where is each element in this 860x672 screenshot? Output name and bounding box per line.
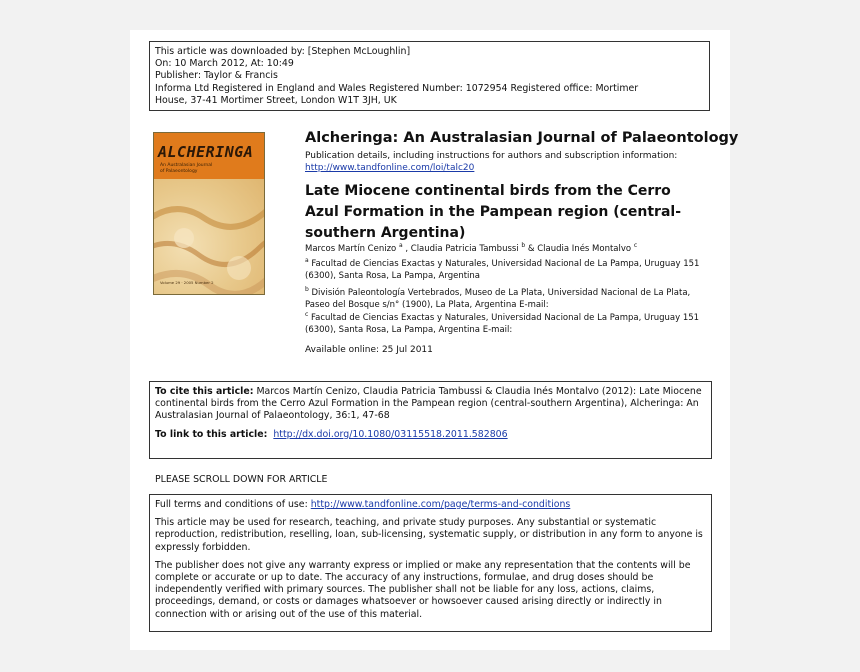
cover-subtitle-line: An Australasian Journal <box>160 163 213 168</box>
download-line: House, 37-41 Mortimer Street, London W1T 3JH, UK <box>155 94 397 106</box>
download-line: Publisher: Taylor & Francis <box>155 70 278 82</box>
terms-link[interactable]: http://www.tandfonline.com/page/terms-and-conditions <box>310 499 571 510</box>
available-online-date: Available online: 25 Jul 2011 <box>305 345 433 355</box>
terms-box <box>149 494 712 632</box>
link-label: To link to this article: <box>155 428 268 440</box>
publication-details <box>305 151 677 174</box>
cite-text: Marcos Martín Cenizo, Claudia Patricia Tambussi & Claudia Inés Montalvo (2012): Late Miocene continental birds from the Cerro Azul Formation in the Pampean region (central-southern Argentina), Alcheringa: An Australasian Journal of Palaeontology, 36:1, 47-68 <box>155 386 702 422</box>
publication-details-text: Publication details, including instructions for authors and subscription information: <box>305 151 678 161</box>
affiliation-mark: c <box>305 311 309 318</box>
article-link-row <box>155 429 706 441</box>
terms-paragraph: The publisher does not give any warranty express or implied or make any representation that the contents will be complete or accurate or up to date. The accuracy of any instructions, formulae, and drug doses should be independently verified with primary sources. The publisher shall not be liable for any loss, actions, claims, proceedings, demand, or costs or damages whatsoever or howsoever caused arising directly or indirectly in connection with or arising out of the use of this material. <box>155 559 691 620</box>
citation-box <box>149 381 712 459</box>
journal-link[interactable]: http://www.tandfonline.com/loi/talc20 <box>305 162 475 173</box>
download-line: Informa Ltd Registered in England and Wales Registered Number: 1072954 Registered office: Mortimer <box>155 82 639 94</box>
terms-label: Full terms and conditions of use: <box>155 499 308 510</box>
cover-subtitle <box>160 163 212 175</box>
author-name: Marcos Martín Cenizo <box>305 243 397 254</box>
cover-logo: ALCHERINGA <box>158 143 254 161</box>
author-name: , Claudia Patricia Tambussi <box>405 243 519 254</box>
journal-cover-image <box>153 132 265 295</box>
journal-title: Alcheringa: An Australasian Journal of Palaeontology <box>305 130 739 146</box>
author-affiliation-mark: c <box>633 242 638 249</box>
article-title: Late Miocene continental birds from the Cerro Azul Formation in the Pampean region (central-southern Argentina) <box>305 183 682 241</box>
affiliation-mark: b <box>305 286 309 293</box>
download-line: This article was downloaded by: [Stephen McLoughlin] <box>155 46 411 57</box>
download-info-box <box>149 41 710 111</box>
affiliation-c <box>305 309 705 336</box>
affiliation-b <box>305 284 705 311</box>
affiliation-text: Facultad de Ciencias Exactas y Naturales, Universidad Nacional de La Pampa, Uruguay 151 (6300), Santa Rosa, La Pampa, Argentina E-mail: <box>305 312 700 335</box>
download-line: On: 10 March 2012, At: 10:49 <box>155 58 294 70</box>
affiliation-text: División Paleontología Vertebrados, Museo de La Plata, Universidad Nacional de La Plata, Paseo del Bosque s/n° (1900), La Plata, Argentina E-mail: <box>305 287 691 310</box>
terms-row <box>155 499 706 511</box>
author-affiliation-mark: a <box>398 242 403 249</box>
affiliation-a <box>305 255 705 282</box>
doi-link[interactable]: http://dx.doi.org/10.1080/03115518.2011.582806 <box>273 428 508 440</box>
citation <box>155 386 706 423</box>
terms-paragraph: This article may be used for research, teaching, and private study purposes. Any substantial or systematic reproduction, redistribution, reselling, loan, sub-licensing, systematic supply, or distribution in any form to anyone is expressly forbidden. <box>155 517 703 553</box>
cover-subtitle-line: of Palaeontology <box>160 169 198 174</box>
scroll-notice: PLEASE SCROLL DOWN FOR ARTICLE <box>155 474 328 485</box>
cite-label: To cite this article: <box>155 386 254 397</box>
affiliation-text: Facultad de Ciencias Exactas y Naturales, Universidad Nacional de La Pampa, Uruguay 151 (6300), Santa Rosa, La Pampa, Argentina <box>305 258 700 281</box>
cover-volume: Volume 29 · 2005 Number 2 <box>160 280 214 285</box>
affiliation-mark: a <box>305 257 309 264</box>
author-name: & Claudia Inés Montalvo <box>527 243 632 254</box>
author-affiliation-mark: b <box>521 242 526 249</box>
author-list <box>305 242 637 254</box>
